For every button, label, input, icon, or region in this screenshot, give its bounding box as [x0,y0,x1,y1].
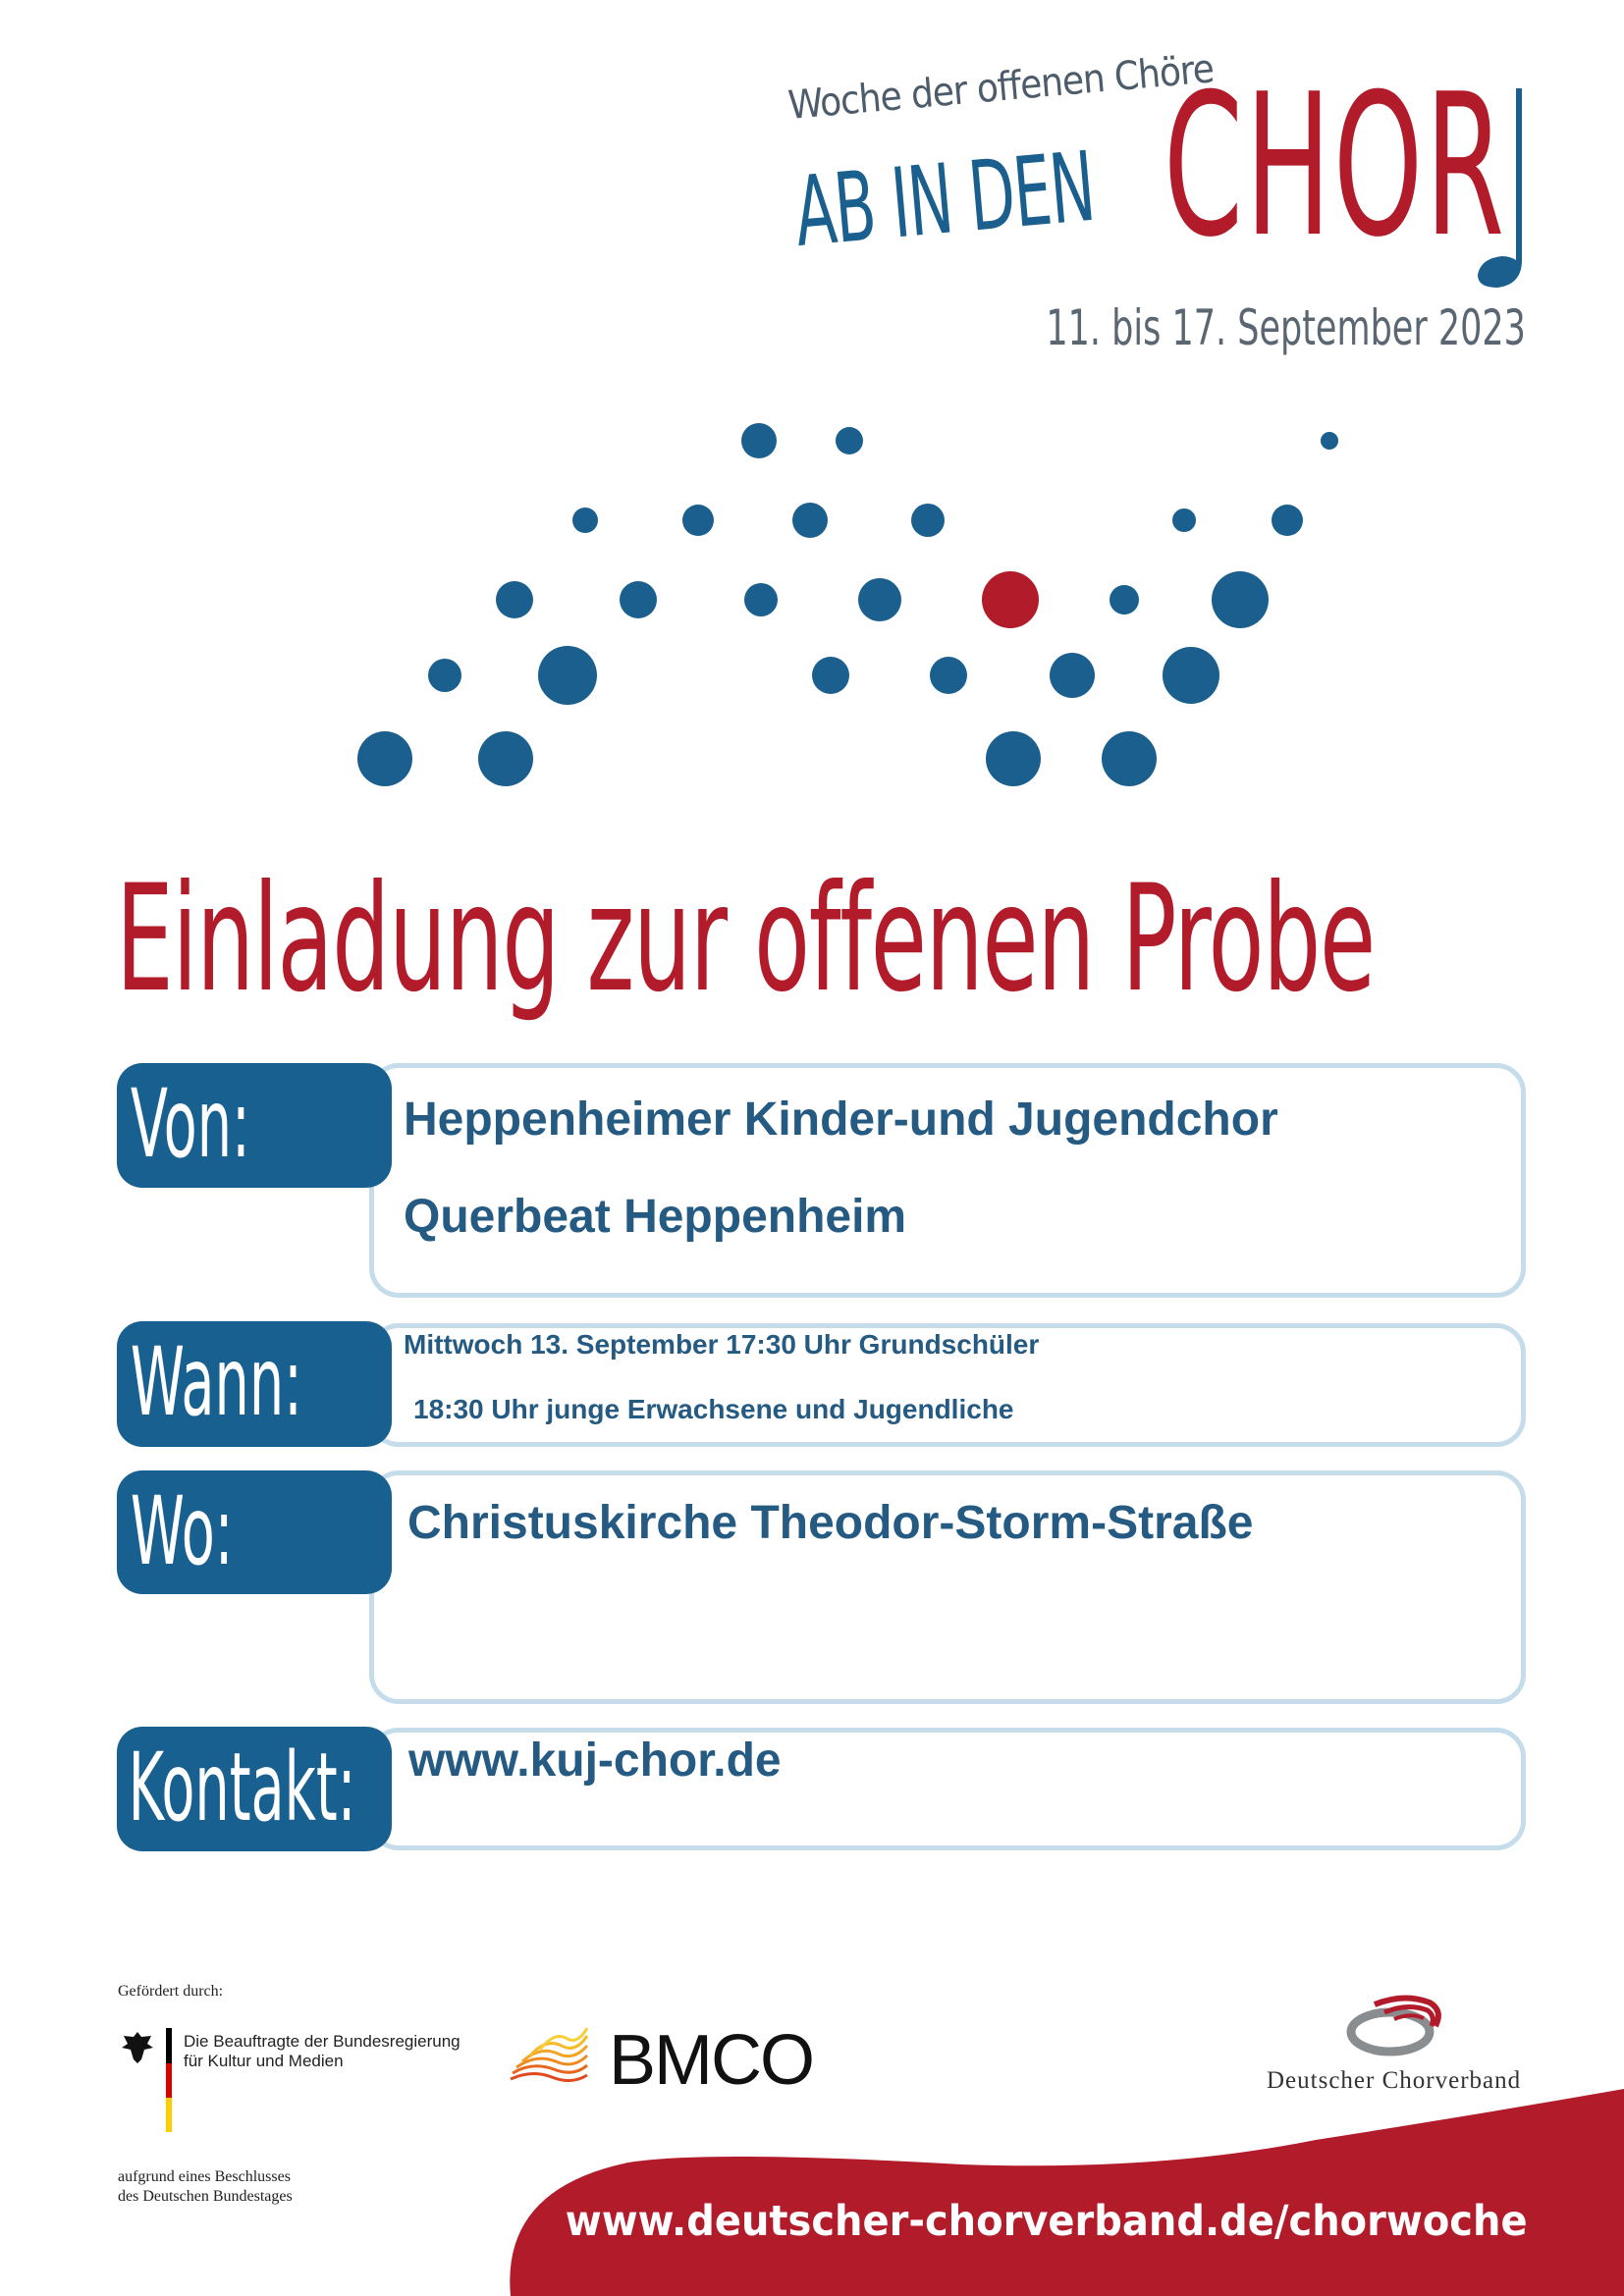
footer-url-link[interactable]: www.deutscher-chorverband.de/chorwoche [566,2197,1528,2246]
page-title: Einladung zur offenen Probe [116,854,1376,1025]
von-label: Von: [130,1069,250,1179]
von-value-line2: Querbeat Heppenheim [404,1191,907,1243]
logo-subtitle: Woche der offenen Chöre [785,46,1216,129]
wo-label: Wo: [130,1476,234,1586]
kontakt-label-badge [117,1727,392,1851]
von-label-badge [117,1063,392,1188]
wann-value-line1: Mittwoch 13. September 17:30 Uhr Grundschüler [404,1329,1040,1360]
wann-value-line2: 18:30 Uhr junge Erwachsene und Jugendliche [413,1394,1014,1424]
logo-line2: CHOR [1164,52,1507,281]
logo-dates: 11. bis 17. September 2023 [1046,299,1526,356]
bund-text [184,2032,460,2071]
logo-line1: AB IN DEN [790,131,1099,269]
bund-line1: Die Beauftragte der Bundesregierung [184,2032,460,2051]
eagle-icon [118,2028,157,2067]
dot-pattern [0,393,1624,825]
funded-by-label: Gefördert durch: [118,1983,224,2000]
wo-label-badge [117,1470,392,1594]
wann-label: Wann: [130,1327,302,1437]
wann-label-badge [117,1321,392,1447]
dcv-logo-text: Deutscher Chorverband [1267,2067,1522,2094]
beschluss-line2: des Deutschen Bundestages [118,2188,293,2205]
wo-value-line1: Christuskirche Theodor-Storm-Straße [407,1497,1254,1549]
bmco-logo-text: BMCO [609,2021,813,2100]
kontakt-label: Kontakt: [128,1733,356,1842]
beschluss-line1: aufgrund eines Beschlusses [118,2168,291,2185]
von-value-line1: Heppenheimer Kinder-und Jugendchor [404,1094,1278,1146]
kontakt-value-link[interactable]: www.kuj-chor.de [408,1735,782,1787]
music-note-icon [1473,83,1532,299]
dcv-logo-icon [1345,1987,1447,2057]
bund-line2: für Kultur und Medien [184,2052,344,2070]
footer-red-wave [0,2081,1624,2296]
